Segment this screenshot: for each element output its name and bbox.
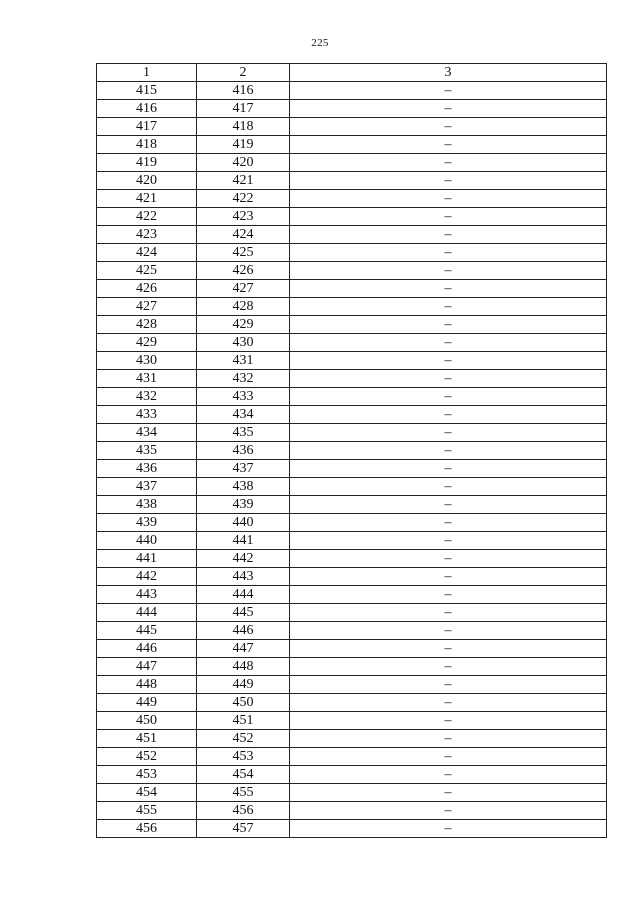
table-row bbox=[97, 496, 607, 514]
table-cell-col-2: 447 bbox=[197, 640, 290, 658]
table-cell-col-1: 440 bbox=[97, 532, 197, 550]
table-cell-col-2: 440 bbox=[197, 514, 290, 532]
table-cell-col-1: 421 bbox=[97, 190, 197, 208]
table-cell-col-2: 426 bbox=[197, 262, 290, 280]
table-cell-col-1: 453 bbox=[97, 766, 197, 784]
table-cell-col-2: 423 bbox=[197, 208, 290, 226]
table-cell-col-3: – bbox=[290, 550, 607, 568]
table-cell-col-3: – bbox=[290, 190, 607, 208]
table-row bbox=[97, 586, 607, 604]
table-cell-col-2: 430 bbox=[197, 334, 290, 352]
table-cell-col-2: 437 bbox=[197, 460, 290, 478]
table-cell-col-3: – bbox=[290, 784, 607, 802]
table-cell-col-2: 444 bbox=[197, 586, 290, 604]
table-row bbox=[97, 370, 607, 388]
table-row bbox=[97, 730, 607, 748]
table-cell-col-1: 419 bbox=[97, 154, 197, 172]
table-row bbox=[97, 676, 607, 694]
table-row bbox=[97, 694, 607, 712]
table-cell-col-2: 427 bbox=[197, 280, 290, 298]
table-cell-col-3: – bbox=[290, 586, 607, 604]
table-cell-col-1: 437 bbox=[97, 478, 197, 496]
data-table bbox=[96, 63, 607, 838]
table-row bbox=[97, 118, 607, 136]
table-cell-col-1: 422 bbox=[97, 208, 197, 226]
table-cell-col-1: 448 bbox=[97, 676, 197, 694]
table-cell-col-2: 451 bbox=[197, 712, 290, 730]
table-cell-col-2: 449 bbox=[197, 676, 290, 694]
table-row bbox=[97, 352, 607, 370]
table-cell-col-2: 446 bbox=[197, 622, 290, 640]
table-cell-col-3: – bbox=[290, 370, 607, 388]
table-row bbox=[97, 136, 607, 154]
table-row bbox=[97, 226, 607, 244]
table-cell-col-3: – bbox=[290, 172, 607, 190]
table-cell-col-2: 425 bbox=[197, 244, 290, 262]
table-cell-col-3: – bbox=[290, 316, 607, 334]
table-row bbox=[97, 622, 607, 640]
table-cell-col-2: 452 bbox=[197, 730, 290, 748]
table-cell-col-1: 438 bbox=[97, 496, 197, 514]
table-cell-col-1: 423 bbox=[97, 226, 197, 244]
table-cell-col-1: 452 bbox=[97, 748, 197, 766]
table-cell-col-1: 425 bbox=[97, 262, 197, 280]
table-cell-col-2: 456 bbox=[197, 802, 290, 820]
table-row bbox=[97, 298, 607, 316]
table-cell-col-1: 441 bbox=[97, 550, 197, 568]
table-cell-col-1: 454 bbox=[97, 784, 197, 802]
table-cell-col-2: 442 bbox=[197, 550, 290, 568]
table-cell-col-3: – bbox=[290, 82, 607, 100]
table-cell-col-3: – bbox=[290, 496, 607, 514]
page-number: 225 bbox=[311, 37, 329, 49]
table-cell-col-1: 424 bbox=[97, 244, 197, 262]
table-row bbox=[97, 568, 607, 586]
table-cell-col-3: – bbox=[290, 514, 607, 532]
table-cell-col-1: 444 bbox=[97, 604, 197, 622]
table-cell-col-1: 435 bbox=[97, 442, 197, 460]
table-cell-col-1: 426 bbox=[97, 280, 197, 298]
table-cell-col-3: – bbox=[290, 334, 607, 352]
table-row bbox=[97, 334, 607, 352]
table-body bbox=[97, 82, 607, 838]
table-cell-col-1: 427 bbox=[97, 298, 197, 316]
table-row bbox=[97, 658, 607, 676]
table-cell-col-3: – bbox=[290, 730, 607, 748]
table-cell-col-1: 451 bbox=[97, 730, 197, 748]
table-row bbox=[97, 514, 607, 532]
column-header-1: 1 bbox=[97, 64, 197, 82]
table-cell-col-3: – bbox=[290, 604, 607, 622]
table-cell-col-2: 441 bbox=[197, 532, 290, 550]
table-cell-col-3: – bbox=[290, 676, 607, 694]
table-cell-col-2: 432 bbox=[197, 370, 290, 388]
table-cell-col-2: 419 bbox=[197, 136, 290, 154]
table-cell-col-1: 450 bbox=[97, 712, 197, 730]
table-row bbox=[97, 208, 607, 226]
table-cell-col-3: – bbox=[290, 262, 607, 280]
table-cell-col-1: 431 bbox=[97, 370, 197, 388]
table-cell-col-1: 439 bbox=[97, 514, 197, 532]
table-cell-col-3: – bbox=[290, 712, 607, 730]
table-cell-col-2: 418 bbox=[197, 118, 290, 136]
table-cell-col-3: – bbox=[290, 640, 607, 658]
table-cell-col-2: 434 bbox=[197, 406, 290, 424]
table-cell-col-3: – bbox=[290, 226, 607, 244]
table-header bbox=[97, 64, 607, 82]
table-cell-col-3: – bbox=[290, 766, 607, 784]
table-row bbox=[97, 604, 607, 622]
table-cell-col-1: 416 bbox=[97, 100, 197, 118]
table-row bbox=[97, 100, 607, 118]
table-row bbox=[97, 406, 607, 424]
table-cell-col-1: 418 bbox=[97, 136, 197, 154]
table-cell-col-1: 442 bbox=[97, 568, 197, 586]
table-cell-col-1: 420 bbox=[97, 172, 197, 190]
table-row bbox=[97, 712, 607, 730]
table-cell-col-3: – bbox=[290, 136, 607, 154]
table-row bbox=[97, 748, 607, 766]
table-row bbox=[97, 316, 607, 334]
table-row bbox=[97, 442, 607, 460]
table-cell-col-1: 446 bbox=[97, 640, 197, 658]
table-cell-col-2: 439 bbox=[197, 496, 290, 514]
table-cell-col-3: – bbox=[290, 658, 607, 676]
table-cell-col-1: 430 bbox=[97, 352, 197, 370]
table-row bbox=[97, 820, 607, 838]
table-cell-col-1: 455 bbox=[97, 802, 197, 820]
table-row bbox=[97, 802, 607, 820]
table-cell-col-3: – bbox=[290, 568, 607, 586]
table-cell-col-3: – bbox=[290, 820, 607, 838]
table-row bbox=[97, 478, 607, 496]
table-cell-col-3: – bbox=[290, 748, 607, 766]
table-cell-col-2: 428 bbox=[197, 298, 290, 316]
table-row bbox=[97, 190, 607, 208]
table-cell-col-2: 448 bbox=[197, 658, 290, 676]
table-cell-col-2: 453 bbox=[197, 748, 290, 766]
table-row bbox=[97, 460, 607, 478]
table-row bbox=[97, 784, 607, 802]
table-cell-col-3: – bbox=[290, 208, 607, 226]
table-cell-col-3: – bbox=[290, 100, 607, 118]
table-row bbox=[97, 424, 607, 442]
table-cell-col-3: – bbox=[290, 622, 607, 640]
table-row bbox=[97, 262, 607, 280]
table-cell-col-2: 424 bbox=[197, 226, 290, 244]
table-cell-col-2: 445 bbox=[197, 604, 290, 622]
table-cell-col-3: – bbox=[290, 406, 607, 424]
table-cell-col-3: – bbox=[290, 532, 607, 550]
table-cell-col-2: 436 bbox=[197, 442, 290, 460]
table-cell-col-2: 455 bbox=[197, 784, 290, 802]
table-row bbox=[97, 154, 607, 172]
table-cell-col-2: 454 bbox=[197, 766, 290, 784]
table-cell-col-2: 443 bbox=[197, 568, 290, 586]
table-cell-col-2: 416 bbox=[197, 82, 290, 100]
table-cell-col-2: 457 bbox=[197, 820, 290, 838]
table-cell-col-3: – bbox=[290, 424, 607, 442]
table-cell-col-3: – bbox=[290, 442, 607, 460]
table-cell-col-3: – bbox=[290, 388, 607, 406]
table-cell-col-3: – bbox=[290, 694, 607, 712]
table-cell-col-3: – bbox=[290, 478, 607, 496]
table-cell-col-2: 422 bbox=[197, 190, 290, 208]
table-cell-col-2: 429 bbox=[197, 316, 290, 334]
table-cell-col-2: 450 bbox=[197, 694, 290, 712]
table-cell-col-1: 447 bbox=[97, 658, 197, 676]
table-cell-col-1: 432 bbox=[97, 388, 197, 406]
table-row bbox=[97, 550, 607, 568]
table-cell-col-3: – bbox=[290, 280, 607, 298]
table-cell-col-3: – bbox=[290, 352, 607, 370]
table-cell-col-1: 445 bbox=[97, 622, 197, 640]
table-cell-col-1: 456 bbox=[97, 820, 197, 838]
table-cell-col-1: 433 bbox=[97, 406, 197, 424]
table-cell-col-2: 420 bbox=[197, 154, 290, 172]
table-row bbox=[97, 172, 607, 190]
column-header-3: 3 bbox=[290, 64, 607, 82]
table-row bbox=[97, 82, 607, 100]
table-cell-col-1: 428 bbox=[97, 316, 197, 334]
table-row bbox=[97, 244, 607, 262]
table-cell-col-1: 434 bbox=[97, 424, 197, 442]
table-cell-col-1: 443 bbox=[97, 586, 197, 604]
table-cell-col-3: – bbox=[290, 244, 607, 262]
table-row bbox=[97, 280, 607, 298]
table-cell-col-1: 429 bbox=[97, 334, 197, 352]
table-cell-col-2: 433 bbox=[197, 388, 290, 406]
table-row bbox=[97, 766, 607, 784]
table-cell-col-3: – bbox=[290, 154, 607, 172]
table-cell-col-2: 438 bbox=[197, 478, 290, 496]
table-row bbox=[97, 532, 607, 550]
table-row bbox=[97, 388, 607, 406]
table-cell-col-2: 417 bbox=[197, 100, 290, 118]
table-cell-col-2: 421 bbox=[197, 172, 290, 190]
table-cell-col-1: 449 bbox=[97, 694, 197, 712]
column-header-2: 2 bbox=[197, 64, 290, 82]
table-row bbox=[97, 640, 607, 658]
table-cell-col-2: 435 bbox=[197, 424, 290, 442]
table-header-row bbox=[97, 64, 607, 82]
table-cell-col-3: – bbox=[290, 460, 607, 478]
table-cell-col-3: – bbox=[290, 298, 607, 316]
table-cell-col-3: – bbox=[290, 118, 607, 136]
table-cell-col-2: 431 bbox=[197, 352, 290, 370]
table-cell-col-1: 415 bbox=[97, 82, 197, 100]
table-cell-col-1: 417 bbox=[97, 118, 197, 136]
table-cell-col-3: – bbox=[290, 802, 607, 820]
table-cell-col-1: 436 bbox=[97, 460, 197, 478]
